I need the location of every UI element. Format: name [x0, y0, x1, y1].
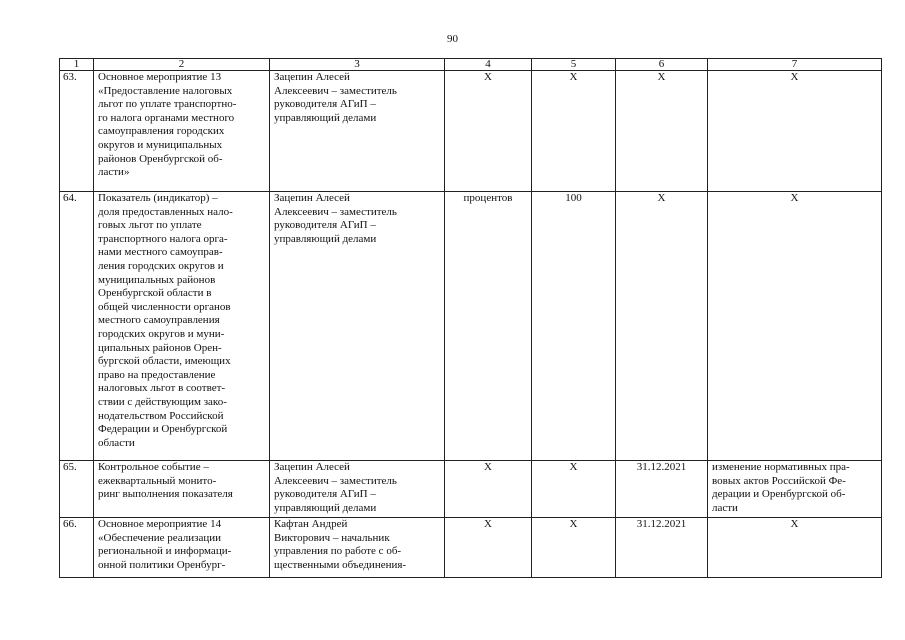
- column-header: 2: [94, 59, 270, 71]
- row-number: 64.: [60, 192, 94, 461]
- table-row: [60, 518, 882, 578]
- column-header: 6: [616, 59, 708, 71]
- date-cell: 31.12.2021: [616, 461, 708, 518]
- unit-cell: процентов: [445, 192, 532, 461]
- responsible-person: Зацепин Алесей Алексеевич – заместитель руководителя АГиП – управляющий делами: [270, 461, 445, 518]
- unit-cell: Х: [445, 518, 532, 578]
- date-cell: Х: [616, 192, 708, 461]
- activity-name: Основное мероприятие 14 «Обеспечение реализации региональной и информаци- онной политики Оренбург-: [94, 518, 270, 578]
- activity-name: Показатель (индикатор) – доля предоставленных нало- говых льгот по уплате транспортного налога орга- нами местного самоуправ- ления городских округов и муниципальных районов Оренбургской области в общей численности органов местного самоуправления городских округов и муни- ципальных районов Орен- бургской области, имеющих право на предоставление налоговых льгот в соответ- ствии с действующим зако- нодательством Российской Федерации и Оренбургской области: [94, 192, 270, 461]
- column-header: 1: [60, 59, 94, 71]
- activity-name: Контрольное событие – ежеквартальный монито- ринг выполнения показателя: [94, 461, 270, 518]
- date-cell: 31.12.2021: [616, 518, 708, 578]
- unit-cell: Х: [445, 71, 532, 192]
- responsible-person: Зацепин Алесей Алексеевич – заместитель руководителя АГиП – управляющий делами: [270, 192, 445, 461]
- row-number: 66.: [60, 518, 94, 578]
- date-cell: Х: [616, 71, 708, 192]
- row-number: 63.: [60, 71, 94, 192]
- table-row: [60, 192, 882, 461]
- column-header: 5: [532, 59, 616, 71]
- row-number: 65.: [60, 461, 94, 518]
- note-cell: изменение нормативных пра- вовых актов Российской Фе- дерации и Оренбургской об- ласти: [708, 461, 882, 518]
- column-header: 3: [270, 59, 445, 71]
- value-cell: Х: [532, 71, 616, 192]
- value-cell: Х: [532, 461, 616, 518]
- table-row: [60, 71, 882, 192]
- responsible-person: Кафтан Андрей Викторович – начальник управления по работе с об- щественными объединения-: [270, 518, 445, 578]
- unit-cell: Х: [445, 461, 532, 518]
- table-row: [60, 461, 882, 518]
- column-header: 4: [445, 59, 532, 71]
- note-cell: Х: [708, 192, 882, 461]
- page-number: 90: [447, 33, 458, 45]
- note-cell: Х: [708, 71, 882, 192]
- activity-name: Основное мероприятие 13 «Предоставление налоговых льгот по уплате транспортно- го налога органами местного самоуправления городских округов и муниципальных районов Оренбургской об- ласти»: [94, 71, 270, 192]
- table-header-row: [60, 59, 882, 71]
- plan-table: [59, 58, 882, 578]
- value-cell: 100: [532, 192, 616, 461]
- value-cell: Х: [532, 518, 616, 578]
- column-header: 7: [708, 59, 882, 71]
- responsible-person: Зацепин Алесей Алексеевич – заместитель руководителя АГиП – управляющий делами: [270, 71, 445, 192]
- note-cell: Х: [708, 518, 882, 578]
